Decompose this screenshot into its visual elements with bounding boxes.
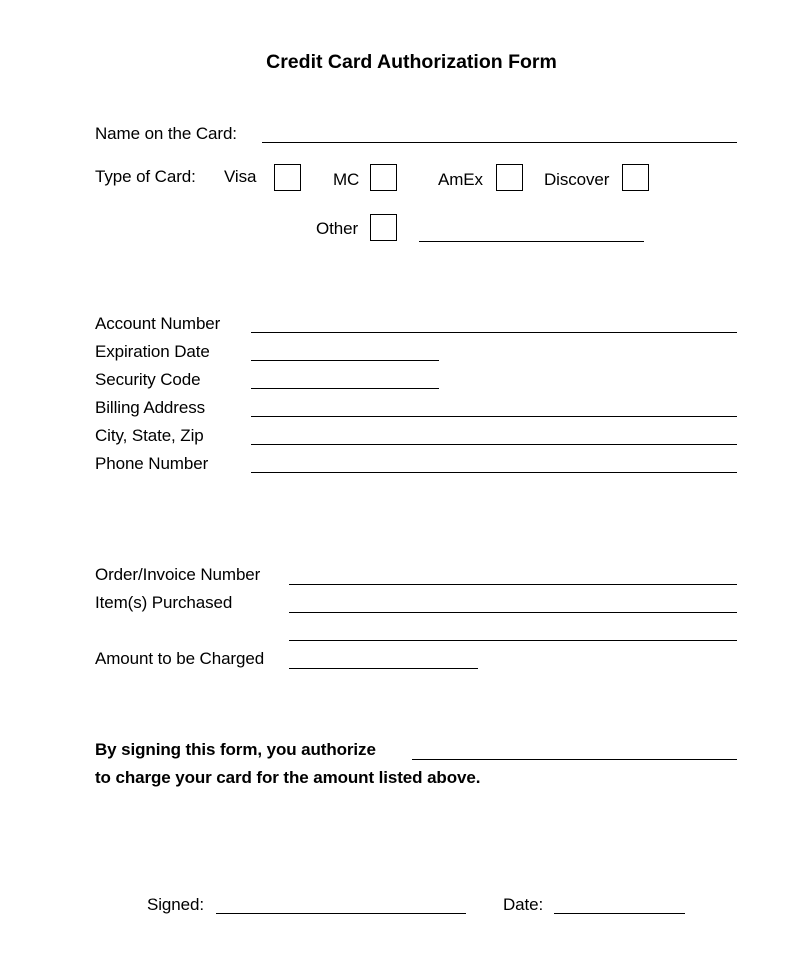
other-card-type-field[interactable] xyxy=(419,241,644,242)
account-number-field[interactable] xyxy=(251,332,737,333)
billing-address-field[interactable] xyxy=(251,416,737,417)
phone-number-field[interactable] xyxy=(251,472,737,473)
amount-field[interactable] xyxy=(289,668,478,669)
visa-checkbox[interactable] xyxy=(274,164,301,191)
city-state-zip-field[interactable] xyxy=(251,444,737,445)
security-code-field[interactable] xyxy=(251,388,439,389)
items-purchased-label: Item(s) Purchased xyxy=(95,593,233,612)
order-invoice-label: Order/Invoice Number xyxy=(95,565,261,584)
signature-field[interactable] xyxy=(216,913,466,914)
expiration-date-label: Expiration Date xyxy=(95,342,210,361)
name-on-card-label: Name on the Card: xyxy=(95,124,237,143)
authorization-line-1: By signing this form, you authorize xyxy=(95,740,376,759)
other-checkbox[interactable] xyxy=(370,214,397,241)
other-label: Other xyxy=(316,219,359,238)
discover-checkbox[interactable] xyxy=(622,164,649,191)
security-code-label: Security Code xyxy=(95,370,201,389)
form-title: Credit Card Authorization Form xyxy=(266,51,557,73)
date-field[interactable] xyxy=(554,913,685,914)
expiration-date-field[interactable] xyxy=(251,360,439,361)
phone-number-label: Phone Number xyxy=(95,454,209,473)
date-label: Date: xyxy=(503,895,544,914)
order-invoice-field[interactable] xyxy=(289,584,737,585)
items-purchased-field-1[interactable] xyxy=(289,612,737,613)
billing-address-label: Billing Address xyxy=(95,398,206,417)
items-purchased-field-2[interactable] xyxy=(289,640,737,641)
discover-label: Discover xyxy=(544,170,610,189)
signed-label: Signed: xyxy=(147,895,204,914)
visa-label: Visa xyxy=(224,167,257,186)
mc-checkbox[interactable] xyxy=(370,164,397,191)
type-of-card-label: Type of Card: xyxy=(95,167,196,186)
city-state-zip-label: City, State, Zip xyxy=(95,426,204,445)
name-on-card-field[interactable] xyxy=(262,142,737,143)
amex-checkbox[interactable] xyxy=(496,164,523,191)
amount-label: Amount to be Charged xyxy=(95,649,265,668)
authorization-line-2: to charge your card for the amount listed above. xyxy=(95,768,481,787)
account-number-label: Account Number xyxy=(95,314,221,333)
merchant-name-field[interactable] xyxy=(412,759,737,760)
amex-label: AmEx xyxy=(438,170,483,189)
mc-label: MC xyxy=(333,170,360,189)
